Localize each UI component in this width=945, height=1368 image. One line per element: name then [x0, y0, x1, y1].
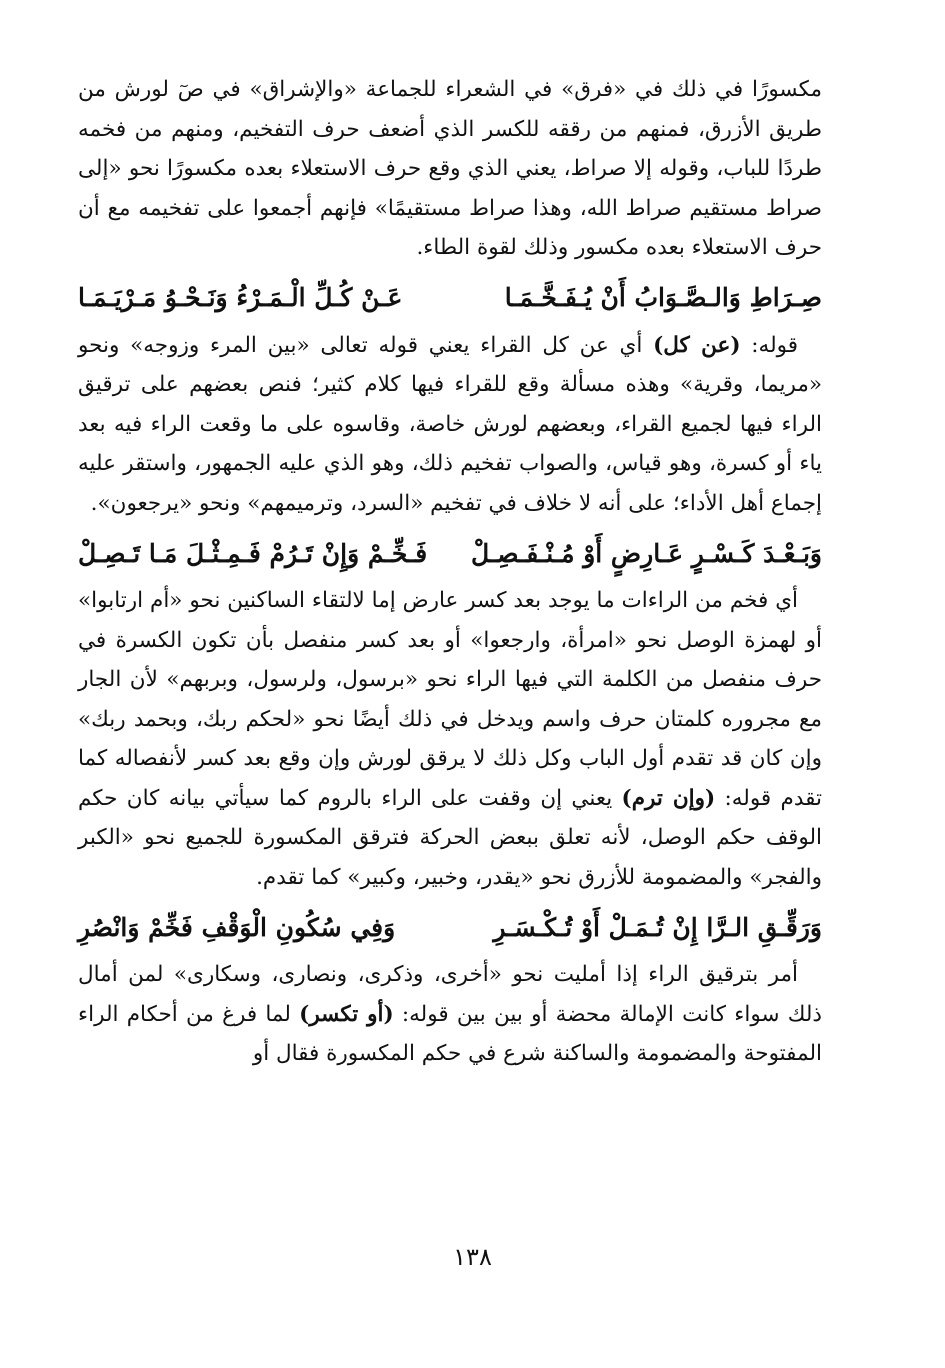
- paragraph-4-part-2: لما فرغ من أحكام الراء المفتوحة والمضمومة والساكنة شرع في حكم المكسورة فقال أو: [78, 1001, 822, 1066]
- paragraph-2-bold-term: (عن كل): [653, 332, 741, 358]
- paragraph-4-part-1: أمر بترقيق الراء إذا أمليت نحو «أخرى، وذكرى، ونصارى، وسكارى» لمن أمال ذلك سواء كانت الإمالة محضة أو بين بين قوله:: [78, 962, 822, 1027]
- paragraph-2-rest: أي عن كل القراء يعني قوله تعالى «بين المرء وزوجه» ونحو «مريما، وقرية» وهذه مسألة وقع للقراء فيها كلام كثير؛ فنص بعضهم على ترقيق الراء فيها لجميع القراء، وبعضهم لورش خاصة، وقاسوه على ما وقعت الراء فيه بعد ياء أو كسرة، وهو قياس، والصواب تفخيم ذلك، وهو الذي عليه الجمهور، واستقر عليه إجماع أهل الأداء؛ على أنه لا خلاف في تفخيم «السرد، وترميمهم» ونحو «يرجعون».: [78, 332, 822, 516]
- verse-1-second-hemistich: عَـنْ كُـلِّ الْـمَـرْءُ وَنَـحْـوُ مَـرْيَـمَـا: [78, 283, 403, 312]
- verse-3-second-hemistich: وَفِي سُكُونِ الْوَقْفِ فَخِّمْ وَانْصُرِ: [78, 912, 396, 942]
- paragraph-2-lead: قوله:: [740, 332, 799, 358]
- verse-2-second-hemistich: فَـخِّـمْ وَإِنْ تَـرُمْ فَـمِـثْـلَ مَـا تَـصِـلْ: [78, 538, 428, 568]
- paragraph-3-part-2: يعني إن وقفت على الراء بالروم كما سيأتي بيانه كان حكم الوقف حكم الوصل، لأنه تعلق ببعض الحركة فترقق المكسورة للجميع نحو «الكبر والفجر» والمضمومة للأزرق نحو «يقدر، وخبير، وكبير» كما تقدم.: [78, 785, 822, 890]
- paragraph-1: [78, 70, 822, 268]
- verse-line-2: [78, 525, 822, 581]
- paragraph-3: [78, 581, 822, 897]
- verse-2-first-hemistich: وَبَـعْـدَ كَـسْـرٍ عَـارِضٍ أَوْ مُـنْـفَـصِـلْ: [471, 538, 822, 568]
- page-number: ١٣٨: [453, 1243, 492, 1271]
- verse-3-first-hemistich: وَرَقِّـقِ الـرَّا إِنْ تُـمَـلْ أَوْ تُـكْـسَـرِ: [493, 912, 822, 942]
- verse-line-1: [78, 270, 822, 326]
- paragraph-4: [78, 955, 822, 1074]
- verse-line-3: [78, 899, 822, 955]
- paragraph-4-bold-term: (أو تكسر): [299, 1001, 394, 1027]
- verse-1-first-hemistich: صِـرَاطِ وَالـصَّـوَابُ أَنْ يُـفَـخَّـمَـا: [504, 283, 822, 312]
- page-body: [78, 70, 822, 1074]
- paragraph-3-part-1: أي فخم من الراءات ما يوجد بعد كسر عارض إما لالتقاء الساكنين نحو «أم ارتابوا» أو لهمزة الوصل نحو «امرأة، وارجعوا» أو بعد كسر منفصل بأن تكون الكسرة في حرف منفصل من الكلمة التي فيها الراء نحو «برسول، ولرسول، وبربهم» لأن الجار مع مجروره كلمتان حرف واسم ويدخل في ذلك أيضًا نحو «لحكم ربك، وبحمد ربك» وإن كان قد تقدم أول الباب وكل ذلك لا يرقق لورش وإن وقع بعد كسر لأنفصاله كما تقدم قوله:: [78, 588, 822, 811]
- paragraph-3-bold-term: (وإن ترم): [621, 785, 716, 811]
- paragraph-2: [78, 326, 822, 524]
- paragraph-1-text: مكسورًا في ذلك في «فرق» في الشعراء للجماعة «والإشراق» في صٓ لورش من طريق الأزرق، فمنهم من رققه للكسر الذي أضعف حرف التفخيم، ومنهم من فخمه طردًا للباب، وقوله إلا صراط، يعني الذي وقع حرف الاستعلاء بعده مكسورًا نحو «إلى صراط مستقيم صراط الله، وهذا صراط مستقيمًا» فإنهم أجمعوا على تفخيمه مع أن حرف الاستعلاء بعده مكسور وذلك لقوة الطاء.: [78, 77, 822, 260]
